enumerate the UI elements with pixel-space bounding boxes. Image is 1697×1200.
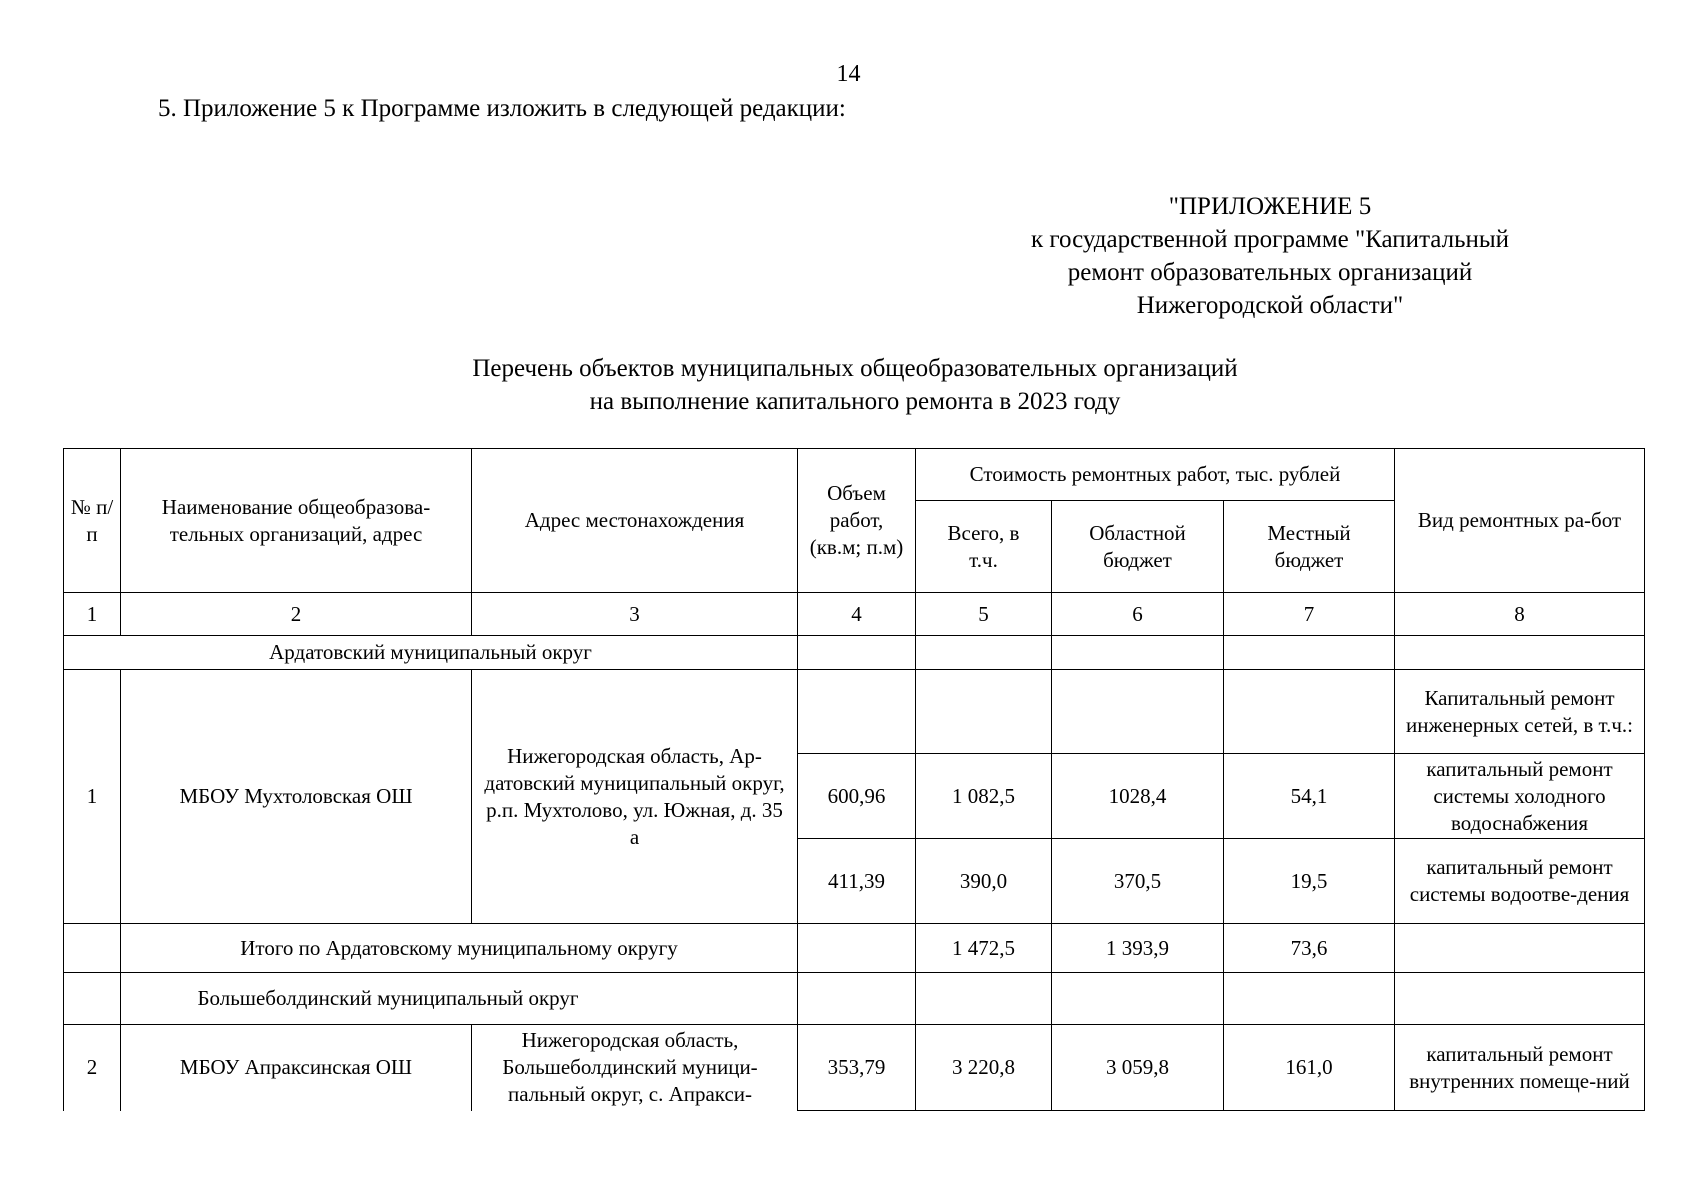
empty-cell	[64, 973, 121, 1025]
empty-cell	[798, 924, 916, 973]
volume-cell: 353,79	[798, 1025, 916, 1111]
column-number: 3	[472, 593, 798, 636]
header-cost-group: Стоимость ремонтных работ, тыс. рублей	[916, 449, 1395, 501]
header-address: Адрес местонахождения	[472, 449, 798, 593]
empty-cell	[1395, 636, 1645, 670]
page-number: 14	[836, 61, 861, 87]
empty-cell	[916, 636, 1052, 670]
regional-cell: 1028,4	[1052, 754, 1224, 839]
regional-cell: 3 059,8	[1052, 1025, 1224, 1111]
work-type-cell: Капитальный ремонт инженерных сетей, в т.ч.:	[1395, 670, 1645, 754]
empty-cell	[1052, 636, 1224, 670]
table-row	[64, 1025, 1645, 1111]
column-number: 1	[64, 593, 121, 636]
table-row	[64, 670, 1645, 754]
region-name: Ардатовский муниципальный округ	[64, 636, 798, 670]
total-cell: 1 472,5	[916, 924, 1052, 973]
column-number: 2	[121, 593, 472, 636]
empty-cell	[64, 924, 121, 973]
work-type-cell: капитальный ремонт внутренних помеще-ний	[1395, 1025, 1645, 1111]
header-regional: Областной бюджет	[1052, 501, 1224, 593]
appendix-line-2: к государственной программе "Капитальный	[1030, 226, 1510, 253]
regional-cell: 370,5	[1052, 839, 1224, 924]
header-local: Местный бюджет	[1224, 501, 1395, 593]
region-row	[64, 636, 1645, 670]
title-line-2: на выполнение капитального ремонта в 2023 году	[589, 388, 1121, 415]
total-cell: 3 220,8	[916, 1025, 1052, 1111]
column-number: 6	[1052, 593, 1224, 636]
school-number: 2	[64, 1025, 121, 1111]
header-work-type: Вид ремонтных ра-бот	[1395, 449, 1645, 593]
school-name: МБОУ Мухтоловская ОШ	[121, 670, 472, 924]
empty-cell	[1052, 973, 1224, 1025]
regional-cell: 1 393,9	[1052, 924, 1224, 973]
school-number: 1	[64, 670, 121, 924]
title-line-1: Перечень объектов муниципальных общеобразовательных организаций	[472, 355, 1238, 382]
empty-cell	[1224, 636, 1395, 670]
school-address: Нижегородская область, Ар-датовский муниципальный округ, р.п. Мухтолово, ул. Южная, д. 35 а	[472, 670, 798, 924]
total-cell: 1 082,5	[916, 754, 1052, 839]
volume-cell: 411,39	[798, 839, 916, 924]
column-number: 5	[916, 593, 1052, 636]
column-number: 4	[798, 593, 916, 636]
region-row	[64, 973, 1645, 1025]
total-cell: 390,0	[916, 839, 1052, 924]
total-row	[64, 924, 1645, 973]
document-title	[0, 352, 1697, 418]
school-address-text: Нижегородская область, Большеболдинский муници-пальный округ, с. Апракси-	[502, 1028, 758, 1107]
region-name: Большеболдинский муниципальный округ	[121, 973, 798, 1025]
page-cutoff	[0, 1113, 1697, 1200]
column-number: 8	[1395, 593, 1645, 636]
empty-cell	[1224, 973, 1395, 1025]
empty-cell	[1395, 973, 1645, 1025]
regional-cell	[1052, 670, 1224, 754]
local-cell: 19,5	[1224, 839, 1395, 924]
column-number-row	[64, 593, 1645, 636]
local-cell: 161,0	[1224, 1025, 1395, 1111]
volume-cell: 600,96	[798, 754, 916, 839]
header-num: № п/п	[64, 449, 121, 593]
local-cell	[1224, 670, 1395, 754]
empty-cell	[798, 973, 916, 1025]
total-cell	[916, 670, 1052, 754]
appendix-line-3: ремонт образовательных организаций	[1067, 259, 1473, 286]
school-address	[472, 1025, 798, 1111]
work-type-cell: капитальный ремонт системы холодного водоснабжения	[1395, 754, 1645, 839]
school-name: МБОУ Апраксинская ОШ	[121, 1025, 472, 1111]
header-name: Наименование общеобразова-тельных организаций, адрес	[121, 449, 472, 593]
appendix-line-1: "ПРИЛОЖЕНИЕ 5	[1168, 193, 1372, 220]
objects-table	[63, 448, 1645, 1111]
header-row-1	[64, 449, 1645, 501]
empty-cell	[916, 973, 1052, 1025]
empty-cell	[798, 636, 916, 670]
work-type-cell: капитальный ремонт системы водоотве-дения	[1395, 839, 1645, 924]
column-number: 7	[1224, 593, 1395, 636]
appendix-heading	[960, 190, 1580, 322]
local-cell: 54,1	[1224, 754, 1395, 839]
header-volume: Объем работ, (кв.м; п.м)	[798, 449, 916, 593]
intro-paragraph: 5. Приложение 5 к Программе изложить в следующей редакции:	[158, 95, 846, 122]
local-cell: 73,6	[1224, 924, 1395, 973]
header-total: Всего, в т.ч.	[916, 501, 1052, 593]
empty-cell	[1395, 924, 1645, 973]
total-label: Итого по Ардатовскому муниципальному округу	[121, 924, 798, 973]
appendix-line-4: Нижегородской области"	[1136, 292, 1404, 319]
volume-cell	[798, 670, 916, 754]
